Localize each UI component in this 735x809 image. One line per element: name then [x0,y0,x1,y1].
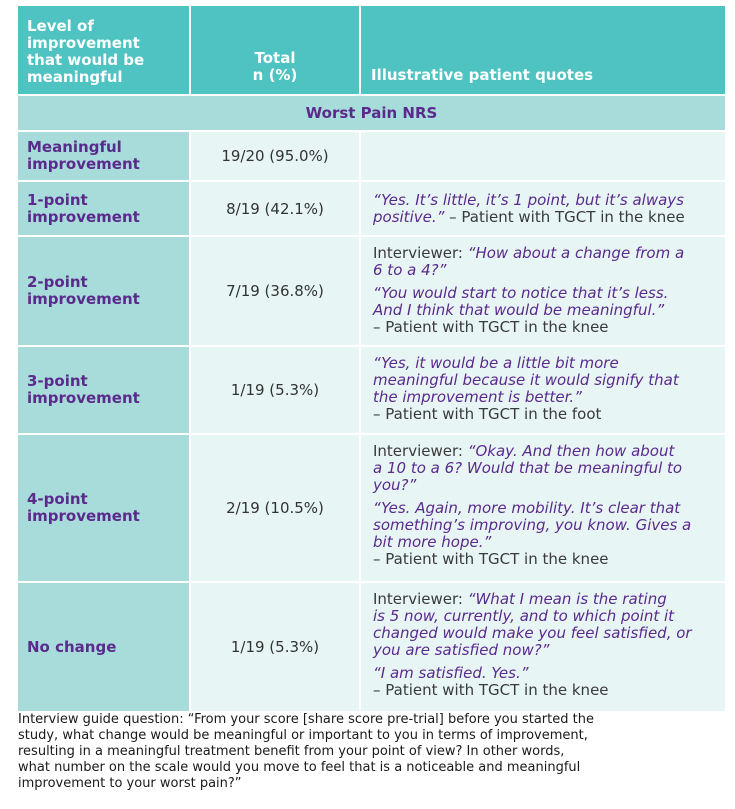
patient-quote-line: bit more hope.” [373,533,492,551]
patient-quote [373,665,713,699]
header-total [191,6,361,94]
section-title: Worst Pain NRS [18,96,725,132]
table-row [18,583,725,711]
patient-quote-line: “Yes. It’s little, it’s 1 point, but it’s always [373,190,684,209]
interviewer-quote-line: “Okay. And then how about [467,442,675,460]
patient-quote-line: “Yes, it would be a little bit more [373,354,619,372]
patient-quote-line: And I think that would be meaningful.” [373,301,665,319]
level-line: improvement [27,507,140,525]
quote-cell [361,182,725,235]
header-quotes-label: Illustrative patient quotes [371,66,594,84]
header-total-line: n (%) [252,66,298,84]
total-value: 19/20 (95.0%) [191,132,361,180]
patient-quote-line: “Yes. Again, more mobility. It’s clear that [373,499,681,517]
interviewer-label: Interviewer: [373,442,468,460]
interviewer-label: Interviewer: [373,244,468,262]
footnote-line: study, what change would be meaningful or important to you in terms of improvement, [18,728,588,743]
level-label [18,237,191,345]
quote-cell [361,435,725,581]
patient-quote-line: something’s improving, you know. Gives a [373,516,692,534]
quote-cell [361,347,725,433]
level-line: improvement [27,155,140,173]
level-label [18,435,191,581]
level-label [18,347,191,433]
interviewer-quote-line: changed would make you feel satisfied, or [373,624,692,642]
level-line: No change [27,637,117,656]
attribution: – Patient with TGCT in the foot [373,405,602,423]
interviewer-quote-line: “How about a change from a [467,244,685,262]
attribution: – Patient with TGCT in the knee [444,207,685,226]
total-value: 8/19 (42.1%) [191,182,361,235]
header-level [18,6,191,94]
level-line: improvement [27,290,140,308]
header-level-line: that would be [27,51,145,69]
table-row [18,182,725,237]
interviewer-quote-line: “What I mean is the rating [467,590,667,608]
table-header [18,6,725,96]
attribution: – Patient with TGCT in the knee [373,681,609,699]
patient-quote-line: the improvement is better.” [373,388,582,406]
level-line: improvement [27,389,140,407]
interviewer-quote-line: is 5 now, currently, and to which point it [373,607,675,625]
level-label [18,132,191,180]
total-value: 1/19 (5.3%) [191,583,361,711]
interviewer-quote-line: you are satisfied now?” [373,641,550,659]
header-level-line: improvement [27,34,140,52]
level-line: improvement [27,207,140,226]
interviewer-quote [373,245,713,279]
footnote [18,712,718,792]
interviewer-quote-line: a 10 to a 6? Would that be meaningful to [373,459,683,477]
level-line: 4-point [27,490,88,508]
patient-quote-line: “You would start to notice that it’s less. [373,284,669,302]
level-line: 3-point [27,372,88,390]
footnote-line: Interview guide question: “From your score [share score pre-trial] before you started the [18,712,594,727]
level-line: Meaningful [27,138,122,156]
header-total-line: Total [254,49,296,67]
patient-quote-line: meaningful because it would signify that [373,371,679,389]
interviewer-label: Interviewer: [373,590,468,608]
level-label [18,182,191,235]
patient-quote [373,285,713,336]
patient-quote-line: “I am satisfied. Yes.” [373,664,529,682]
interviewer-quote [373,443,713,494]
attribution: – Patient with TGCT in the knee [373,550,609,568]
header-level-line: Level of [27,17,94,35]
patient-quote [373,500,713,568]
patient-quote-line: positive.” [373,207,445,226]
header-quotes [361,6,725,94]
header-level-line: meaningful [27,68,123,86]
total-value: 2/19 (10.5%) [191,435,361,581]
total-value: 7/19 (36.8%) [191,237,361,345]
table-row [18,132,725,182]
table-row [18,347,725,435]
footnote-line: resulting in a meaningful treatment benefit from your point of view? In other words, [18,744,565,759]
quotes-table [18,6,725,711]
table-row [18,237,725,347]
total-value: 1/19 (5.3%) [191,347,361,433]
quote-cell [361,132,725,180]
footnote-line: what number on the scale would you move to feel that is a noticeable and meaningful [18,760,581,775]
footnote-line: improvement to your worst pain?” [18,776,242,791]
attribution: – Patient with TGCT in the knee [373,318,609,336]
interviewer-quote [373,591,713,659]
level-line: 2-point [27,273,88,291]
quote-cell [361,237,725,345]
interviewer-quote-line: you?” [373,476,417,494]
interviewer-quote-line: 6 to a 4?” [373,261,447,279]
level-label [18,583,191,711]
patient-quote [373,355,713,423]
table-row [18,435,725,583]
level-line: 1-point [27,190,88,209]
quote-cell [361,583,725,711]
